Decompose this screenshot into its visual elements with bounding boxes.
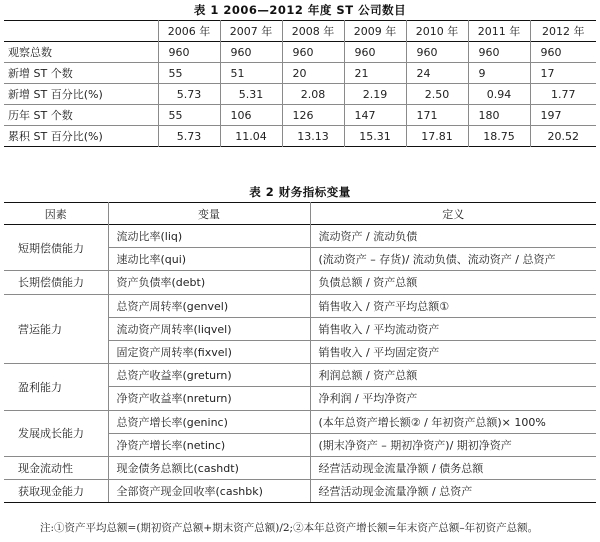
table2-row bbox=[4, 480, 596, 503]
definition-cell: (期末净资产 – 期初净资产)/ 期初净资产 bbox=[310, 433, 596, 456]
row-label: 新增 ST 个数 bbox=[8, 67, 73, 80]
table-footnote: 注:①资产平均总额=(期初资产总额+期末资产总额)/2;②本年总资产增长额=年末资产总额–年初资产总额。 bbox=[40, 522, 539, 534]
factor-cell: 营运能力 bbox=[4, 294, 108, 364]
year-header: 2007 年 bbox=[220, 21, 282, 42]
cell-value: 21 bbox=[344, 63, 406, 84]
table1-row bbox=[4, 42, 596, 63]
table2-row bbox=[4, 271, 596, 294]
definition-cell: 经营活动现金流量净额 / 总资产 bbox=[310, 480, 596, 503]
table1-row bbox=[4, 105, 596, 126]
definition-cell: 负债总额 / 资产总额 bbox=[310, 271, 596, 294]
cell-value: 20 bbox=[282, 63, 344, 84]
factor-cell: 盈利能力 bbox=[4, 364, 108, 410]
cell-value: 126 bbox=[282, 105, 344, 126]
cell-value: 960 bbox=[530, 42, 596, 63]
year-header: 2012 年 bbox=[530, 21, 596, 42]
definition-cell: 销售收入 / 平均流动资产 bbox=[310, 317, 596, 340]
cell-value: 171 bbox=[406, 105, 468, 126]
year-header: 2010 年 bbox=[406, 21, 468, 42]
table1-row bbox=[4, 63, 596, 84]
variable-header: 变量 bbox=[108, 203, 310, 225]
table1-header-corner bbox=[4, 21, 158, 42]
table1-row bbox=[4, 84, 596, 105]
cell-value: 180 bbox=[468, 105, 530, 126]
table2-row bbox=[4, 294, 596, 317]
cell-value: 5.73 bbox=[158, 84, 220, 105]
variable-cell: 流动比率(liq) bbox=[108, 225, 310, 248]
cell-value: 11.04 bbox=[220, 126, 282, 147]
cell-value: 15.31 bbox=[344, 126, 406, 147]
variable-cell: 净资产收益率(nreturn) bbox=[108, 387, 310, 410]
cell-value: 17.81 bbox=[406, 126, 468, 147]
cell-value: 960 bbox=[406, 42, 468, 63]
financial-indicator-table bbox=[4, 202, 596, 503]
variable-cell: 总资产增长率(geninc) bbox=[108, 410, 310, 433]
cell-value: 9 bbox=[468, 63, 530, 84]
table2-caption: 表 2 财务指标变量 bbox=[249, 185, 351, 199]
row-label: 历年 ST 个数 bbox=[8, 109, 73, 122]
factor-cell: 短期偿债能力 bbox=[4, 225, 108, 271]
cell-value: 0.94 bbox=[468, 84, 530, 105]
cell-value: 55 bbox=[158, 63, 220, 84]
definition-cell: 净利润 / 平均净资产 bbox=[310, 387, 596, 410]
definition-cell: 经营活动现金流量净额 / 债务总额 bbox=[310, 456, 596, 479]
factor-header: 因素 bbox=[44, 207, 67, 221]
cell-value: 20.52 bbox=[530, 126, 596, 147]
cell-value: 2.08 bbox=[282, 84, 344, 105]
cell-value: 51 bbox=[220, 63, 282, 84]
definition-cell: 利润总额 / 资产总额 bbox=[310, 364, 596, 387]
st-company-count-table bbox=[4, 20, 596, 147]
cell-value: 960 bbox=[158, 42, 220, 63]
year-header: 2009 年 bbox=[344, 21, 406, 42]
table2-row bbox=[4, 225, 596, 248]
table1-header-row bbox=[4, 21, 596, 42]
variable-cell: 流动资产周转率(liqvel) bbox=[108, 317, 310, 340]
cell-value: 106 bbox=[220, 105, 282, 126]
table1-row bbox=[4, 126, 596, 147]
factor-cell: 现金流动性 bbox=[4, 456, 108, 479]
variable-cell: 速动比率(qui) bbox=[108, 248, 310, 271]
row-label: 新增 ST 百分比(%) bbox=[8, 88, 103, 101]
definition-header: 定义 bbox=[310, 203, 596, 225]
row-label: 观察总数 bbox=[8, 46, 52, 59]
cell-value: 13.13 bbox=[282, 126, 344, 147]
table2-row bbox=[4, 364, 596, 387]
definition-cell: 销售收入 / 平均固定资产 bbox=[310, 340, 596, 363]
factor-cell: 长期偿债能力 bbox=[4, 271, 108, 294]
definition-cell: 流动资产 / 流动负债 bbox=[310, 225, 596, 248]
cell-value: 147 bbox=[344, 105, 406, 126]
variable-cell: 现金债务总额比(cashdt) bbox=[108, 456, 310, 479]
year-header: 2008 年 bbox=[282, 21, 344, 42]
cell-value: 960 bbox=[468, 42, 530, 63]
cell-value: 5.31 bbox=[220, 84, 282, 105]
cell-value: 1.77 bbox=[530, 84, 596, 105]
variable-cell: 净资产增长率(netinc) bbox=[108, 433, 310, 456]
cell-value: 2.50 bbox=[406, 84, 468, 105]
cell-value: 18.75 bbox=[468, 126, 530, 147]
table2-header-row bbox=[4, 203, 596, 225]
row-label: 累积 ST 百分比(%) bbox=[8, 130, 103, 143]
cell-value: 2.19 bbox=[344, 84, 406, 105]
cell-value: 24 bbox=[406, 63, 468, 84]
cell-value: 960 bbox=[282, 42, 344, 63]
table1-caption: 表 1 2006—2012 年度 ST 公司数目 bbox=[193, 3, 407, 17]
cell-value: 960 bbox=[220, 42, 282, 63]
variable-cell: 总资产周转率(genvel) bbox=[108, 294, 310, 317]
variable-cell: 资产负债率(debt) bbox=[108, 271, 310, 294]
factor-cell: 发展成长能力 bbox=[4, 410, 108, 456]
year-header: 2006 年 bbox=[158, 21, 220, 42]
factor-cell: 获取现金能力 bbox=[4, 480, 108, 503]
table2-row bbox=[4, 410, 596, 433]
table2-row bbox=[4, 456, 596, 479]
definition-cell: (本年总资产增长额② / 年初资产总额)× 100% bbox=[310, 410, 596, 433]
variable-cell: 固定资产周转率(fixvel) bbox=[108, 340, 310, 363]
cell-value: 55 bbox=[158, 105, 220, 126]
cell-value: 960 bbox=[344, 42, 406, 63]
variable-cell: 全部资产现金回收率(cashbk) bbox=[108, 480, 310, 503]
variable-cell: 总资产收益率(greturn) bbox=[108, 364, 310, 387]
cell-value: 17 bbox=[530, 63, 596, 84]
definition-cell: 销售收入 / 资产平均总额① bbox=[310, 294, 596, 317]
definition-cell: (流动资产 – 存货)/ 流动负债、流动资产 / 总资产 bbox=[310, 248, 596, 271]
year-header: 2011 年 bbox=[468, 21, 530, 42]
cell-value: 197 bbox=[530, 105, 596, 126]
cell-value: 5.73 bbox=[158, 126, 220, 147]
